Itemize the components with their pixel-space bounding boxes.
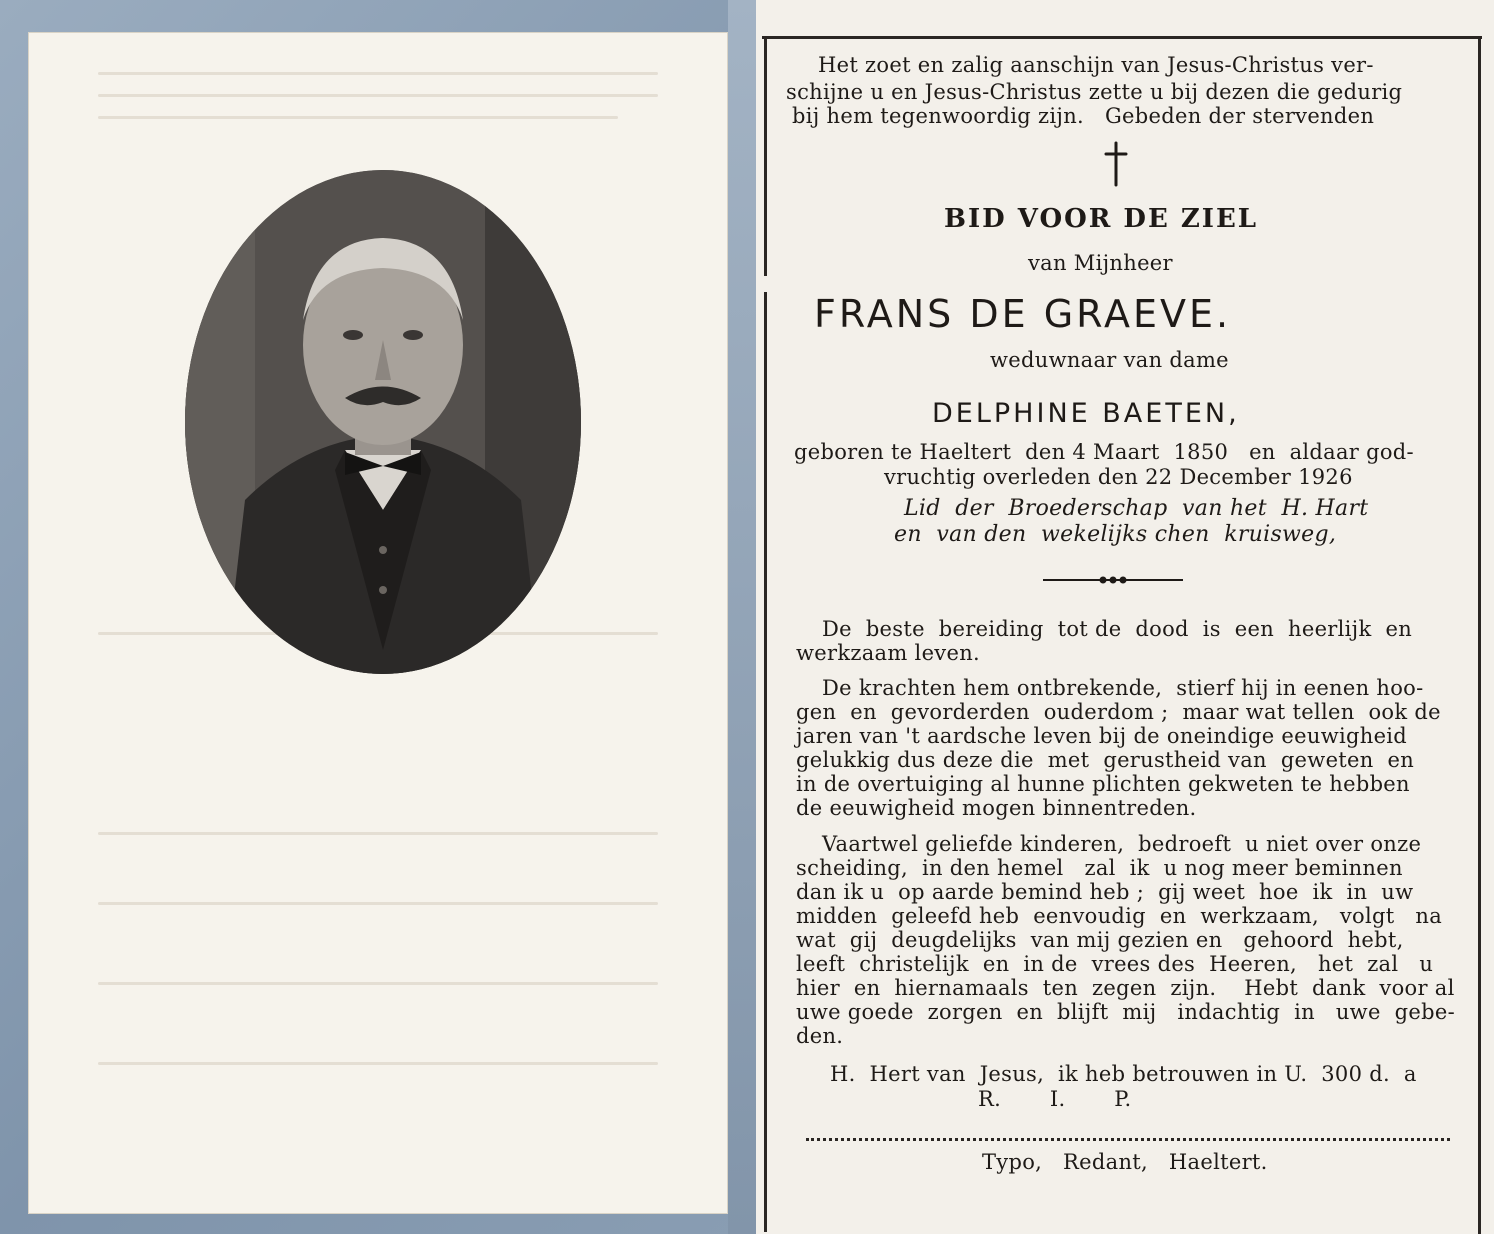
membership-line-2: en van den wekelijks chen kruisweg, — [894, 522, 1337, 547]
body-paragraph-3-line: hier en hiernamaals ten zegen zijn. Hebt dank voor al — [796, 976, 1455, 1000]
bleed-through-line — [98, 902, 658, 905]
body-paragraph-3-line: leeft christelijk en in de vrees des Heeren, het zal u — [796, 952, 1434, 976]
dotted-separator — [806, 1138, 1450, 1141]
body-paragraph-2-line: gen en gevorderden ouderdom ; maar wat tellen ook de — [796, 700, 1441, 724]
body-paragraph-1-line: De beste bereiding tot de dood is een heerlijk en — [822, 617, 1413, 641]
frame-border-top — [762, 36, 1482, 39]
ornament-divider-icon — [1043, 574, 1183, 586]
indulgence-line: H. Hert van Jesus, ik heb betrouwen in U. 300 d. a — [830, 1062, 1417, 1086]
body-paragraph-2-line: gelukkig dus deze die met gerustheid van geweten en — [796, 748, 1415, 772]
body-paragraph-2-line: in de overtuiging al hunne plichten gekweten te hebben — [796, 772, 1410, 796]
bleed-through-line — [98, 832, 658, 835]
body-paragraph-3-line: Vaartwel geliefde kinderen, bedroeft u niet over onze — [822, 832, 1422, 856]
body-paragraph-3-line: scheiding, in den hemel zal ik u nog meer beminnen — [796, 856, 1403, 880]
membership-line-1: Lid der Broederschap van het H. Hart — [904, 496, 1369, 521]
body-paragraph-2-line: jaren van 't aardsche leven bij de oneindige eeuwigheid — [796, 724, 1408, 748]
prayer-line-2: schijne u en Jesus-Christus zette u bij dezen die gedurig — [786, 80, 1403, 104]
bleed-through-line — [98, 1062, 658, 1065]
card-gap — [728, 0, 756, 1234]
bleed-through-line — [98, 94, 658, 97]
body-paragraph-3-line: den. — [796, 1024, 844, 1048]
portrait-photo — [185, 170, 581, 674]
frame-border-left — [764, 292, 767, 1232]
body-paragraph-3-line: wat gij deugdelijks van mij gezien en gehoord hebt, — [796, 928, 1404, 952]
body-paragraph-1-line: werkzaam leven. — [796, 641, 980, 665]
prayer-line-1: Het zoet en zalig aanschijn van Jesus-Christus ver- — [818, 53, 1374, 77]
prayer-line-3: bij hem tegenwoordig zijn. Gebeden der stervenden — [792, 104, 1375, 128]
printer-credit: Typo, Redant, Haeltert. — [982, 1150, 1268, 1174]
van-mijnheer-label: van Mijnheer — [1028, 251, 1173, 275]
bleed-through-line — [98, 116, 618, 119]
portrait-illustration — [185, 170, 581, 674]
birth-line: geboren te Haeltert den 4 Maart 1850 en aldaar god- — [794, 440, 1414, 464]
death-line: vruchtig overleden den 22 December 1926 — [884, 465, 1353, 489]
bleed-through-line — [98, 982, 658, 985]
body-paragraph-3-line: uwe goede zorgen en blijft mij indachtig in uwe gebe- — [796, 1000, 1455, 1024]
rip-line: R. I. P. — [978, 1087, 1132, 1111]
body-paragraph-3-line: midden geleefd heb eenvoudig en werkzaam, volgt na — [796, 904, 1443, 928]
spouse-name: DELPHINE BAETEN, — [932, 398, 1240, 429]
bleed-through-line — [98, 72, 658, 75]
body-paragraph-3-line: dan ik u op aarde bemind heb ; gij weet hoe ik in uw — [796, 880, 1414, 904]
body-paragraph-2-line: De krachten hem ontbrekende, stierf hij in eenen hoo- — [822, 676, 1424, 700]
bid-voor-de-ziel-heading: BID VOOR DE ZIEL — [944, 204, 1259, 234]
photo-card — [28, 32, 728, 1214]
deceased-name: FRANS DE GRAEVE. — [814, 292, 1232, 336]
frame-border-left — [764, 36, 767, 276]
frame-border-right — [1478, 36, 1481, 1234]
body-paragraph-2-line: de eeuwigheid mogen binnentreden. — [796, 796, 1197, 820]
widower-label: weduwnaar van dame — [990, 348, 1229, 372]
cross-icon — [1101, 141, 1131, 187]
